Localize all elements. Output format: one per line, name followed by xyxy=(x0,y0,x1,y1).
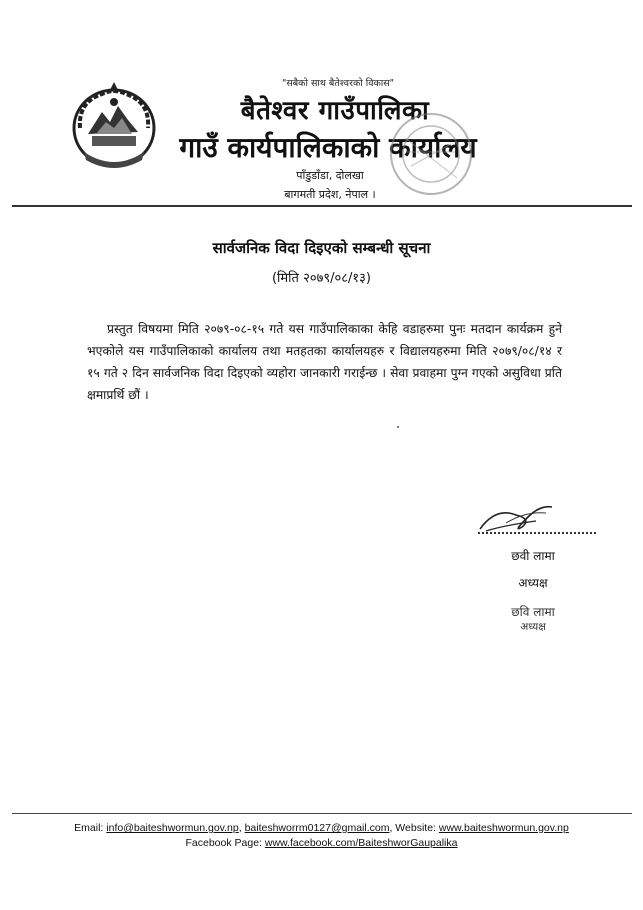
website-label: , Website: xyxy=(389,822,436,834)
email-separator: , xyxy=(238,822,242,834)
signature-line xyxy=(478,532,596,534)
facebook-label: Facebook Page: xyxy=(185,837,262,849)
notice-body: प्रस्तुत विषयमा मिति २०७९-०८-१५ गते यस गाउँपालिकाका केहि वडाहरुमा पुनः मतदान कार्यक्रम हुने भएकोले यस गाउँपालिकाको कार्यालय तथा मतहतका कार्यालयहरु र विद्यालयहरुमा मिति २०७९/०८/१४ र १५ गते २ दिन सार्वजनिक विदा दिइएको व्यहोरा जानकारी गराईन्छ । सेवा प्रवाहमा पुग्न गएको असुविधा प्रति क्षमाप्रर्थि छौं । xyxy=(87,322,562,402)
signature-scribble-icon xyxy=(476,497,556,537)
address-line-2: बागमती प्रदेश, नेपाल । xyxy=(284,188,376,201)
footer-facebook xyxy=(0,837,643,849)
header-divider xyxy=(12,205,632,207)
notice-title: सार्वजनिक विदा दिइएको सम्बन्धी सूचना xyxy=(212,239,431,257)
footer-contact xyxy=(0,822,643,834)
email-link-info[interactable]: info@baiteshwormun.gov.np xyxy=(106,822,239,834)
office-stamp-icon xyxy=(385,108,477,200)
footer-divider xyxy=(12,813,632,814)
facebook-link[interactable]: www.facebook.com/BaiteshworGaupalika xyxy=(264,837,458,849)
notice-date: (मिति २०७९/०८/१३) xyxy=(271,271,372,286)
email-link-gmail[interactable]: baiteshworrm0127@gmail.com xyxy=(244,822,390,834)
seal-title: अध्यक्ष xyxy=(520,621,546,633)
office-name: गाउँ कार्यपालिकाको कार्यालय xyxy=(179,131,477,164)
signer-name: छवी लामा xyxy=(511,549,555,563)
nepal-emblem-icon xyxy=(66,82,162,172)
municipality-name: बैतेश्वर गाउँपालिका xyxy=(240,96,430,126)
slogan: "सबैको साथ बैतेश्वरको विकास" xyxy=(281,78,395,89)
email-label: Email: xyxy=(74,822,104,834)
stray-dot xyxy=(397,426,399,428)
website-link[interactable]: www.baiteshwormun.gov.np xyxy=(438,822,569,834)
address-line-1: पाँडुडाँडा, दोलखा xyxy=(296,169,364,182)
signer-title: अध्यक्ष xyxy=(518,576,548,590)
seal-name: छवि लामा xyxy=(511,605,555,619)
